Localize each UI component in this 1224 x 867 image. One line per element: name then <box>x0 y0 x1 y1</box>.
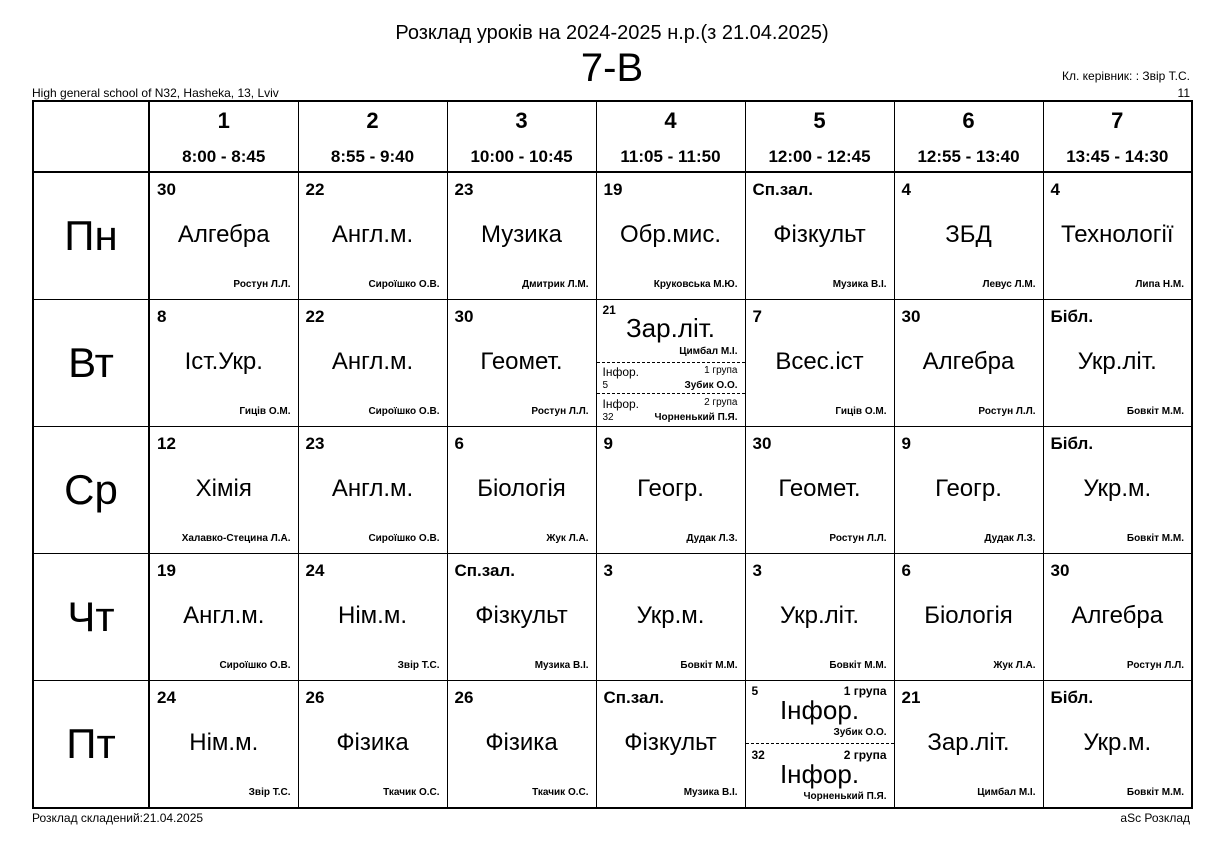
lesson-room: 26 <box>454 688 474 708</box>
lesson-room: 3 <box>603 561 613 581</box>
lesson-room: 12 <box>157 433 176 453</box>
lesson-cell <box>149 554 298 681</box>
lesson-subject: Хімія <box>195 474 252 502</box>
created-date: Розклад складений:21.04.2025 <box>32 811 204 825</box>
lesson-cell-combined <box>596 299 745 426</box>
class-name: 7-В <box>580 46 644 90</box>
lesson-cell <box>894 172 1043 299</box>
lesson-teacher: Звір Т.С. <box>248 787 291 799</box>
period-time: 8:55 - 9:40 <box>330 147 415 166</box>
lesson-room: 23 <box>454 180 474 200</box>
lesson-cell <box>1043 299 1192 426</box>
lesson-room: 3 <box>752 561 762 581</box>
lesson-subject: Укр.м. <box>636 602 705 630</box>
period-number: 4 <box>664 108 677 133</box>
school-name: High general school of N32, Hasheka, 13, Lviv <box>32 86 279 100</box>
lesson-teacher: Ростун Л.Л. <box>531 405 589 417</box>
lesson-room: 8 <box>157 306 167 326</box>
lesson-teacher: Гиців О.М. <box>835 405 887 417</box>
lesson-room: 4 <box>901 180 911 200</box>
period-time: 11:05 - 11:50 <box>620 147 721 166</box>
lesson-cell-split <box>745 681 894 808</box>
lesson-room: 30 <box>157 180 176 200</box>
lesson-subject: Фізкульт <box>773 221 866 249</box>
lesson-subject: Геомет. <box>480 347 563 375</box>
lesson-teacher: Левус Л.М. <box>982 279 1036 291</box>
lesson-subject: Укр.літ. <box>779 602 860 630</box>
lesson-subject: Технології <box>1060 221 1174 249</box>
lesson-room: 23 <box>305 433 325 453</box>
lesson-room: 22 <box>305 180 325 200</box>
lesson-subject: Біологія <box>477 474 566 502</box>
period-number: 7 <box>1111 108 1124 133</box>
corner-cell <box>33 101 149 172</box>
day-name: Чт <box>67 593 115 641</box>
lesson-teacher: Сироїшко О.В. <box>368 405 440 417</box>
lesson-room: 9 <box>603 433 613 453</box>
lesson-teacher: Жук Л.А. <box>993 660 1036 672</box>
group-teacher: Чорненький П.Я. <box>654 411 738 423</box>
lesson-cell <box>298 554 447 681</box>
lesson-cell <box>1043 172 1192 299</box>
lesson-teacher: Дудак Л.З. <box>984 532 1036 544</box>
lesson-subject: Англ.м. <box>183 602 265 630</box>
period-time: 13:45 - 14:30 <box>1066 147 1169 166</box>
day-name: Пн <box>64 212 118 260</box>
lesson-subject: Укр.м. <box>1083 474 1152 502</box>
lesson-teacher: Сироїшко О.В. <box>368 532 440 544</box>
lesson-teacher: Сироїшко О.В. <box>219 660 291 672</box>
lesson-subject: Укр.літ. <box>1077 347 1157 375</box>
group-label: 2 група <box>843 748 887 763</box>
lesson-subject: Музика <box>480 221 563 249</box>
group-room: 5 <box>751 684 759 699</box>
group-divider <box>746 743 894 744</box>
lesson-teacher: Гиців О.М. <box>239 405 291 417</box>
period-number: 1 <box>217 108 230 133</box>
lesson-cell <box>447 299 596 426</box>
lesson-subject: Укр.м. <box>1083 729 1152 757</box>
lesson-room: 21 <box>602 302 616 317</box>
lesson-cell <box>298 426 447 553</box>
lesson-teacher: Цимбал М.І. <box>977 787 1036 799</box>
period-time: 8:00 - 8:45 <box>182 147 266 166</box>
lesson-room: Бібл. <box>1050 688 1094 708</box>
lesson-room: 19 <box>157 561 176 581</box>
lesson-subject: Алгебра <box>1071 602 1164 630</box>
lesson-teacher: Дудак Л.З. <box>686 532 738 544</box>
group-teacher: Зубик О.О. <box>833 727 887 739</box>
period-number: 3 <box>515 108 528 133</box>
period-number: 5 <box>813 108 826 133</box>
lesson-cell <box>149 172 298 299</box>
class-teacher: Кл. керівник: : Звір Т.С. <box>1062 69 1190 83</box>
lesson-room: 7 <box>752 306 762 326</box>
lesson-subject: Геогр. <box>637 474 704 502</box>
lesson-teacher: Музика В.І. <box>683 787 738 799</box>
timetable-title: Розклад уроків на 2024-2025 н.р.(з 21.04.2025) <box>395 22 829 44</box>
lesson-cell <box>447 554 596 681</box>
lesson-cell <box>298 299 447 426</box>
lesson-teacher: Липа Н.М. <box>1135 279 1184 291</box>
period-header <box>1043 101 1192 172</box>
group-teacher: Чорненький П.Я. <box>803 791 887 803</box>
group-divider <box>597 393 745 394</box>
lesson-cell <box>745 426 894 553</box>
lesson-room: 30 <box>901 306 921 326</box>
lesson-teacher: Бовкіт М.М. <box>829 660 887 672</box>
lesson-teacher: Звір Т.С. <box>397 660 440 672</box>
lesson-subject: Іст.Укр. <box>184 347 263 375</box>
period-number: 6 <box>962 108 975 133</box>
period-header <box>596 101 745 172</box>
lesson-cell <box>447 681 596 808</box>
lesson-subject: Геогр. <box>935 474 1002 502</box>
period-header <box>745 101 894 172</box>
lesson-room: Бібл. <box>1050 433 1094 453</box>
lesson-subject: Фізика <box>485 729 558 757</box>
lesson-subject: Алгебра <box>922 347 1015 375</box>
lesson-subject: Фізкульт <box>475 602 568 630</box>
lesson-subject: Біологія <box>924 602 1013 630</box>
lesson-cell <box>447 426 596 553</box>
lesson-cell <box>894 554 1043 681</box>
day-cell <box>33 172 149 299</box>
period-header <box>894 101 1043 172</box>
lesson-cell <box>1043 554 1192 681</box>
group-room: 32 <box>602 411 614 423</box>
lesson-subject: Англ.м. <box>331 221 414 249</box>
lesson-cell <box>894 681 1043 808</box>
period-time: 12:55 - 13:40 <box>917 147 1020 166</box>
class-room: 11 <box>1177 86 1190 100</box>
lesson-subject: Алгебра <box>177 221 270 249</box>
lesson-cell <box>1043 426 1192 553</box>
period-time: 12:00 - 12:45 <box>768 147 871 166</box>
day-name: Вт <box>68 338 114 386</box>
lesson-room: Сп.зал. <box>603 688 664 708</box>
day-name: Ср <box>64 465 118 513</box>
lesson-subject: Геомет. <box>778 474 861 502</box>
lesson-teacher: Дмитрик Л.М. <box>521 279 589 291</box>
lesson-subject: Нім.м. <box>338 602 407 630</box>
lesson-subject: Зар.літ. <box>927 729 1010 757</box>
lesson-room: 21 <box>901 688 921 708</box>
lesson-room: 22 <box>305 306 325 326</box>
lesson-subject: Фізика <box>336 729 409 757</box>
lesson-cell <box>298 172 447 299</box>
lesson-teacher: Бовкіт М.М. <box>1126 532 1184 544</box>
lesson-room: 30 <box>454 306 474 326</box>
lesson-subject: Всес.іст <box>775 347 864 375</box>
lesson-cell <box>298 681 447 808</box>
group-label: 1 група <box>843 684 887 699</box>
lesson-teacher: Круковська М.Ю. <box>653 279 738 291</box>
lesson-room: 4 <box>1050 180 1060 200</box>
lesson-subject: Англ.м. <box>331 474 414 502</box>
group-subject: Інфор. <box>779 759 860 790</box>
group-room: 5 <box>602 379 609 391</box>
lesson-room: 30 <box>1050 561 1070 581</box>
lesson-room: 26 <box>305 688 325 708</box>
timetable-grid <box>32 100 1193 809</box>
lesson-room: 6 <box>901 561 911 581</box>
period-header <box>149 101 298 172</box>
lesson-subject: Зар.літ. <box>625 312 716 343</box>
group-label: 1 група <box>704 364 738 376</box>
lesson-subject: Обр.мис. <box>619 221 721 249</box>
lesson-subject: Англ.м. <box>331 347 414 375</box>
lesson-teacher: Бовкіт М.М. <box>1126 405 1184 417</box>
lesson-teacher: Халавко-Стецина Л.А. <box>181 532 291 544</box>
lesson-room: 30 <box>752 433 772 453</box>
lesson-room: Сп.зал. <box>752 180 813 200</box>
lesson-cell <box>745 172 894 299</box>
lesson-teacher: Бовкіт М.М. <box>680 660 738 672</box>
lesson-room: 24 <box>157 688 176 708</box>
lesson-room: 6 <box>454 433 464 453</box>
day-cell <box>33 681 149 808</box>
lesson-teacher: Ростун Л.Л. <box>233 279 291 291</box>
lesson-room: Бібл. <box>1050 306 1094 326</box>
lesson-cell <box>745 554 894 681</box>
day-cell <box>33 554 149 681</box>
lesson-teacher: Ткачик О.С. <box>383 787 440 799</box>
lesson-teacher: Музика В.І. <box>534 660 589 672</box>
period-header <box>447 101 596 172</box>
lesson-room: Сп.зал. <box>454 561 515 581</box>
group-label: 2 група <box>704 396 738 408</box>
period-number: 2 <box>366 108 379 133</box>
lesson-cell <box>596 554 745 681</box>
lesson-teacher: Жук Л.А. <box>546 532 589 544</box>
day-cell <box>33 299 149 426</box>
period-header <box>298 101 447 172</box>
lesson-cell <box>149 426 298 553</box>
software-credit: aSc Розклад <box>1120 811 1190 825</box>
lesson-cell <box>596 172 745 299</box>
lesson-cell <box>149 681 298 808</box>
lesson-teacher: Ткачик О.С. <box>532 787 589 799</box>
day-cell <box>33 426 149 553</box>
day-name: Пт <box>66 720 116 768</box>
group-subject: Інфор. <box>602 364 640 379</box>
lesson-cell <box>894 426 1043 553</box>
lesson-teacher: Ростун Л.Л. <box>1126 660 1184 672</box>
lesson-cell <box>1043 681 1192 808</box>
group-room: 32 <box>751 748 765 763</box>
lesson-room: 24 <box>305 561 325 581</box>
lesson-room: 19 <box>603 180 623 200</box>
lesson-subject: ЗБД <box>945 221 992 249</box>
lesson-subject: Фізкульт <box>624 729 717 757</box>
lesson-cell <box>447 172 596 299</box>
group-subject: Інфор. <box>779 695 860 726</box>
group-subject: Інфор. <box>602 396 640 411</box>
lesson-teacher: Ростун Л.Л. <box>978 405 1036 417</box>
group-divider <box>597 362 745 363</box>
lesson-teacher: Бовкіт М.М. <box>1126 787 1184 799</box>
lesson-cell <box>596 426 745 553</box>
lesson-room: 9 <box>901 433 911 453</box>
lesson-teacher: Ростун Л.Л. <box>829 532 887 544</box>
lesson-subject: Нім.м. <box>189 729 259 757</box>
lesson-cell <box>894 299 1043 426</box>
lesson-teacher: Музика В.І. <box>832 279 887 291</box>
lesson-teacher: Цимбал М.І. <box>679 345 738 357</box>
lesson-cell <box>596 681 745 808</box>
lesson-cell <box>745 299 894 426</box>
group-teacher: Зубик О.О. <box>684 379 738 391</box>
period-time: 10:00 - 10:45 <box>470 147 573 166</box>
lesson-cell <box>149 299 298 426</box>
lesson-teacher: Сироїшко О.В. <box>368 279 440 291</box>
